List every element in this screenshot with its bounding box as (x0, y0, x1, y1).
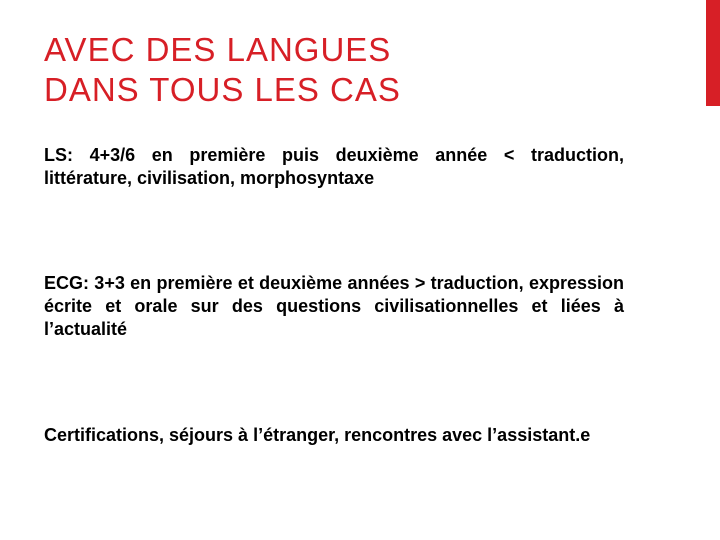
slide-title (44, 30, 644, 110)
paragraph-certifications: Certifications, séjours à l’étranger, rencontres avec l’assistant.e (44, 425, 591, 445)
paragraph-ecg: ECG: 3+3 en première et deuxième années > traduction, expression écrite et orale sur des questions civilisationnelles et liées à l’actualité (44, 273, 624, 339)
slide-title-line-2: DANS TOUS LES CAS (44, 71, 401, 108)
paragraph-ls: LS: 4+3/6 en première puis deuxième année < traduction, littérature, civilisation, morphosyntaxe (44, 145, 624, 188)
slide-title-line-1: AVEC DES LANGUES (44, 31, 392, 68)
accent-bar (706, 0, 720, 106)
